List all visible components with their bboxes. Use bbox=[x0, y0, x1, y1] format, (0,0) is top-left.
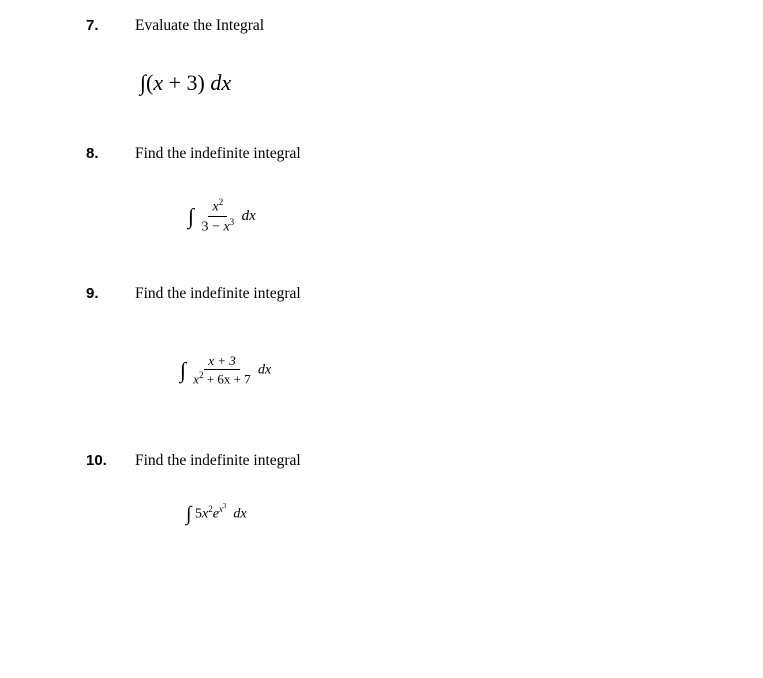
integral-sign: ∫ bbox=[186, 502, 192, 525]
euler-e: e bbox=[212, 506, 219, 522]
den-rest: + 6x + 7 bbox=[206, 371, 251, 387]
differential: dx bbox=[241, 208, 256, 225]
den-const: 3 bbox=[201, 219, 209, 235]
var-x: x bbox=[153, 70, 164, 95]
e-exp-base: x bbox=[218, 504, 223, 514]
x-exp: 2 bbox=[208, 504, 213, 514]
integral-7 bbox=[140, 70, 231, 96]
numerator: x + 3 bbox=[204, 354, 240, 370]
num-exp: 2 bbox=[218, 197, 224, 207]
plus: + bbox=[168, 70, 182, 95]
differential: dx bbox=[233, 506, 247, 522]
den-exp: 3 bbox=[229, 217, 235, 228]
fraction bbox=[198, 198, 239, 235]
integral-sign: ∫ bbox=[188, 203, 195, 229]
fraction bbox=[189, 354, 254, 387]
problem-number: 9. bbox=[86, 285, 99, 302]
coefficient: 5 bbox=[194, 506, 202, 522]
problem-number: 10. bbox=[86, 452, 107, 469]
paren-open: ( bbox=[146, 70, 154, 95]
problem-number: 7. bbox=[86, 17, 99, 34]
problem-prompt: Find the indefinite integral bbox=[135, 145, 301, 162]
integral-sign: ∫ bbox=[140, 70, 147, 95]
problem-prompt: Evaluate the Integral bbox=[135, 17, 265, 34]
integral-9 bbox=[180, 354, 271, 387]
var-x: x bbox=[201, 506, 209, 522]
const-3: 3 bbox=[186, 70, 198, 95]
problem-number: 8. bbox=[86, 145, 99, 162]
differential: dx bbox=[257, 362, 272, 378]
differential: dx bbox=[210, 70, 232, 95]
e-exp-exp: 3 bbox=[222, 502, 227, 510]
integral-8 bbox=[188, 198, 256, 235]
integral-sign: ∫ bbox=[180, 357, 187, 383]
problem-prompt: Find the indefinite integral bbox=[135, 452, 301, 469]
num-var: x bbox=[212, 199, 219, 215]
problem-prompt: Find the indefinite integral bbox=[135, 285, 301, 302]
den-x: x bbox=[193, 371, 200, 387]
integral-10 bbox=[186, 502, 247, 526]
den-minus: − bbox=[212, 219, 220, 235]
den-exp: 2 bbox=[199, 370, 204, 381]
den-var: x bbox=[223, 219, 230, 235]
paren-close: ) bbox=[197, 70, 205, 95]
